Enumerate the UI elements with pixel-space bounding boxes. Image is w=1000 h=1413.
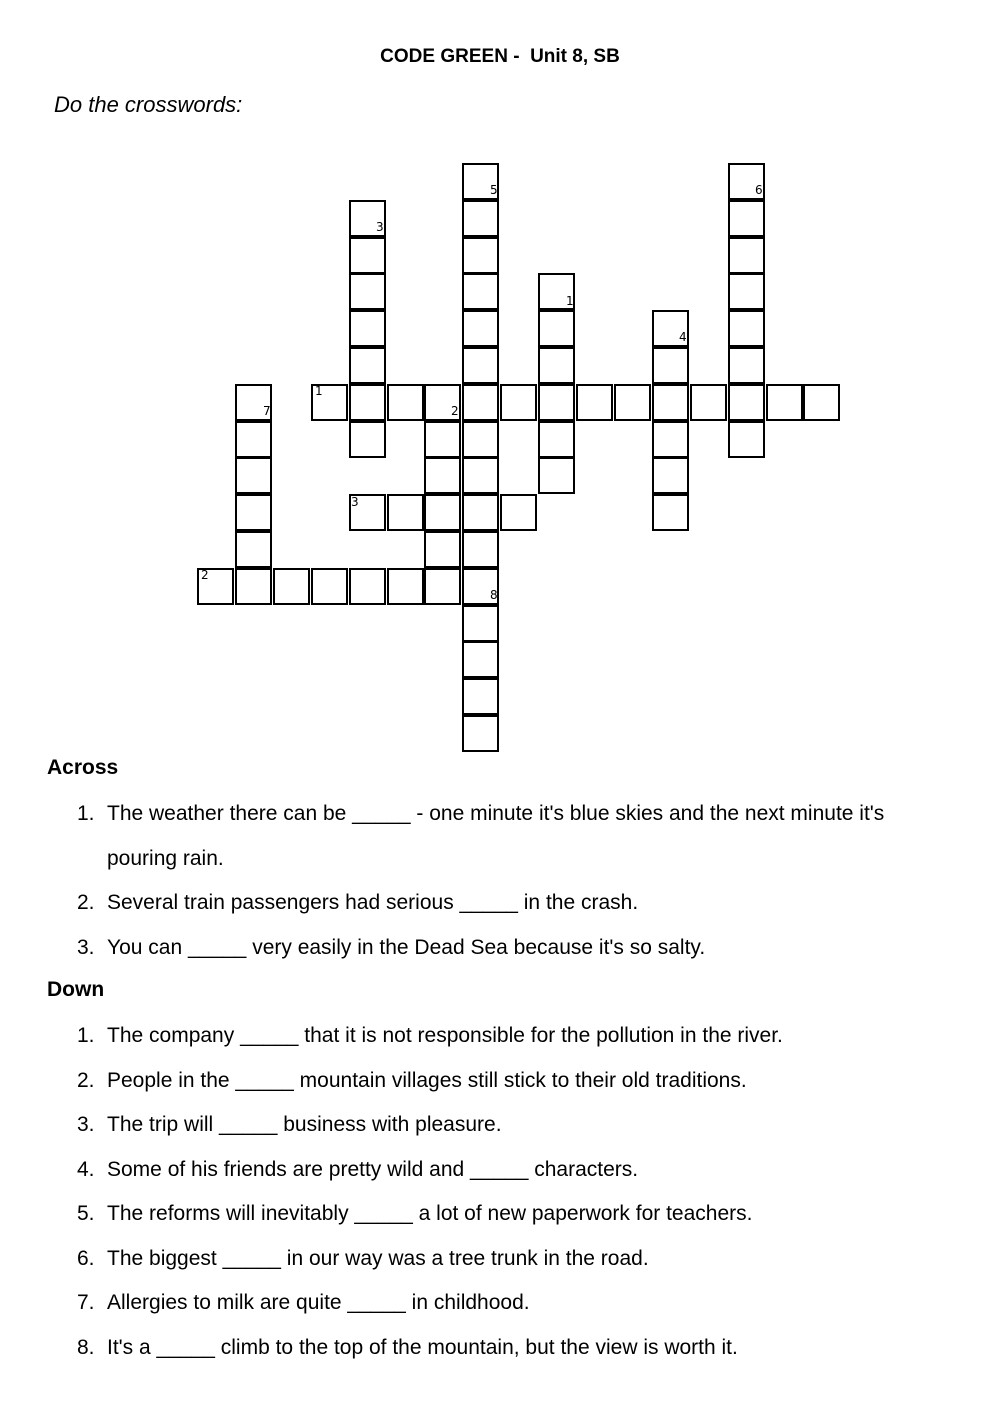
down-clue-list [77, 1014, 957, 1370]
crossword-cell[interactable] [652, 347, 689, 384]
crossword-cell[interactable] [424, 568, 461, 605]
down-clue-2 [77, 1059, 957, 1104]
crossword-cell[interactable] [652, 457, 689, 494]
down-clue-text: It's a _____ climb to the top of the mountain, but the view is worth it. [107, 1335, 738, 1359]
crossword-cell[interactable] [424, 457, 461, 494]
down-clue-text: The company _____ that it is not responsible for the pollution in the river. [107, 1024, 783, 1047]
crossword-cell[interactable] [462, 273, 499, 310]
crossword-cell[interactable] [728, 347, 765, 384]
crossword-cell[interactable] [235, 531, 272, 568]
clue-number-down-7: 7 [263, 404, 271, 418]
across-clue-number: 1. [77, 802, 95, 825]
crossword-cell[interactable] [576, 384, 613, 421]
crossword-cell[interactable] [349, 347, 386, 384]
crossword-cell[interactable] [462, 347, 499, 384]
across-clue-2 [77, 881, 957, 926]
crossword-cell[interactable] [311, 568, 348, 605]
across-clue-text: Several train passengers had serious _____ in the crash. [107, 891, 639, 914]
clue-number-down-5: 5 [490, 183, 498, 197]
crossword-cell[interactable] [500, 384, 537, 421]
crossword-cell[interactable] [652, 384, 689, 421]
clue-number-down-6: 6 [755, 183, 763, 197]
instruction-text: Do the crosswords: [54, 92, 243, 117]
clue-number-across-2: 2 [201, 568, 209, 582]
crossword-cell[interactable] [235, 421, 272, 458]
crossword-cell[interactable] [500, 494, 537, 531]
crossword-cell[interactable] [387, 384, 424, 421]
down-clue-3 [77, 1103, 957, 1148]
crossword-cell[interactable] [424, 421, 461, 458]
down-clue-number: 7. [77, 1291, 95, 1314]
across-clue-1 [77, 792, 957, 881]
crossword-cell[interactable] [387, 568, 424, 605]
clue-number-across-3: 3 [351, 495, 359, 509]
down-clue-6 [77, 1237, 957, 1282]
down-clue-number: 6. [77, 1246, 95, 1270]
crossword-cell[interactable] [728, 273, 765, 310]
clue-number-down-1: 1 [566, 294, 574, 308]
down-clue-text: The trip will _____ business with pleasure. [107, 1113, 502, 1136]
crossword-cell[interactable] [273, 568, 310, 605]
down-clue-number: 4. [77, 1157, 95, 1181]
down-clue-number: 2. [77, 1068, 95, 1092]
down-clue-number: 5. [77, 1202, 95, 1225]
crossword-cell[interactable] [538, 384, 575, 421]
crossword-cell[interactable] [235, 568, 272, 605]
crossword-cell[interactable] [349, 384, 386, 421]
across-clue-text: You can _____ very easily in the Dead Sea because it's so salty. [107, 935, 706, 959]
clue-number-across-1: 1 [315, 384, 323, 398]
down-clue-text: The biggest _____ in our way was a tree trunk in the road. [107, 1246, 649, 1270]
down-clue-text: Allergies to milk are quite _____ in childhood. [107, 1291, 530, 1314]
crossword-cell[interactable] [349, 273, 386, 310]
down-clue-8 [77, 1326, 957, 1371]
crossword-cell[interactable] [462, 421, 499, 458]
crossword-cell[interactable] [462, 200, 499, 237]
crossword-cell[interactable] [462, 494, 499, 531]
crossword-cell[interactable] [538, 310, 575, 347]
crossword-cell[interactable] [235, 457, 272, 494]
across-clue-list [77, 792, 957, 970]
down-clue-5 [77, 1192, 957, 1237]
down-clue-text: The reforms will inevitably _____ a lot of new paperwork for teachers. [107, 1202, 753, 1225]
down-clue-1 [77, 1014, 957, 1059]
crossword-cell[interactable] [424, 531, 461, 568]
down-clue-number: 1. [77, 1024, 95, 1047]
crossword-cell[interactable] [235, 494, 272, 531]
crossword-cell[interactable] [462, 641, 499, 678]
crossword-cell[interactable] [349, 568, 386, 605]
crossword-cell[interactable] [462, 310, 499, 347]
crossword-cell[interactable] [728, 421, 765, 458]
down-clue-7 [77, 1281, 957, 1326]
crossword-cell[interactable] [614, 384, 651, 421]
across-heading: Across [47, 756, 119, 779]
crossword-cell[interactable] [728, 237, 765, 274]
crossword-cell[interactable] [462, 715, 499, 752]
crossword-cell[interactable] [766, 384, 803, 421]
across-clue-number: 3. [77, 935, 95, 959]
crossword-cell[interactable] [652, 421, 689, 458]
crossword-cell[interactable] [387, 494, 424, 531]
crossword-cell[interactable] [349, 421, 386, 458]
clue-number-down-8: 8 [490, 588, 498, 602]
across-clue-text: The weather there can be _____ - one minute it's blue skies and the next minute it's pouring rain. [107, 802, 885, 870]
crossword-cell[interactable] [424, 494, 461, 531]
crossword-cell[interactable] [462, 384, 499, 421]
down-clue-text: People in the _____ mountain villages still stick to their old traditions. [107, 1068, 747, 1092]
page-title: CODE GREEN - Unit 8, SB [380, 46, 620, 67]
crossword-cell[interactable] [462, 605, 499, 642]
crossword-cell[interactable] [690, 384, 727, 421]
crossword-cell[interactable] [728, 310, 765, 347]
down-clue-4 [77, 1148, 957, 1193]
clue-number-down-3: 3 [376, 220, 384, 234]
crossword-cell[interactable] [538, 347, 575, 384]
across-clue-3 [77, 926, 957, 971]
crossword-cell[interactable] [538, 457, 575, 494]
crossword-cell[interactable] [349, 237, 386, 274]
down-clue-text: Some of his friends are pretty wild and _____ characters. [107, 1157, 639, 1181]
across-clue-number: 2. [77, 891, 95, 914]
crossword-cell[interactable] [728, 200, 765, 237]
crossword-cell[interactable] [462, 457, 499, 494]
crossword-cell[interactable] [803, 384, 840, 421]
down-clue-number: 8. [77, 1335, 95, 1359]
crossword-cell[interactable] [462, 678, 499, 715]
down-clue-number: 3. [77, 1113, 95, 1136]
crossword-cell[interactable] [462, 237, 499, 274]
down-heading: Down [47, 978, 105, 1001]
crossword-cell[interactable] [728, 384, 765, 421]
clue-number-down-2: 2 [451, 404, 459, 418]
crossword-cell[interactable] [349, 310, 386, 347]
crossword-cell[interactable] [652, 494, 689, 531]
crossword-cell[interactable] [538, 421, 575, 458]
crossword-cell[interactable] [462, 531, 499, 568]
clue-number-down-4: 4 [679, 330, 687, 344]
